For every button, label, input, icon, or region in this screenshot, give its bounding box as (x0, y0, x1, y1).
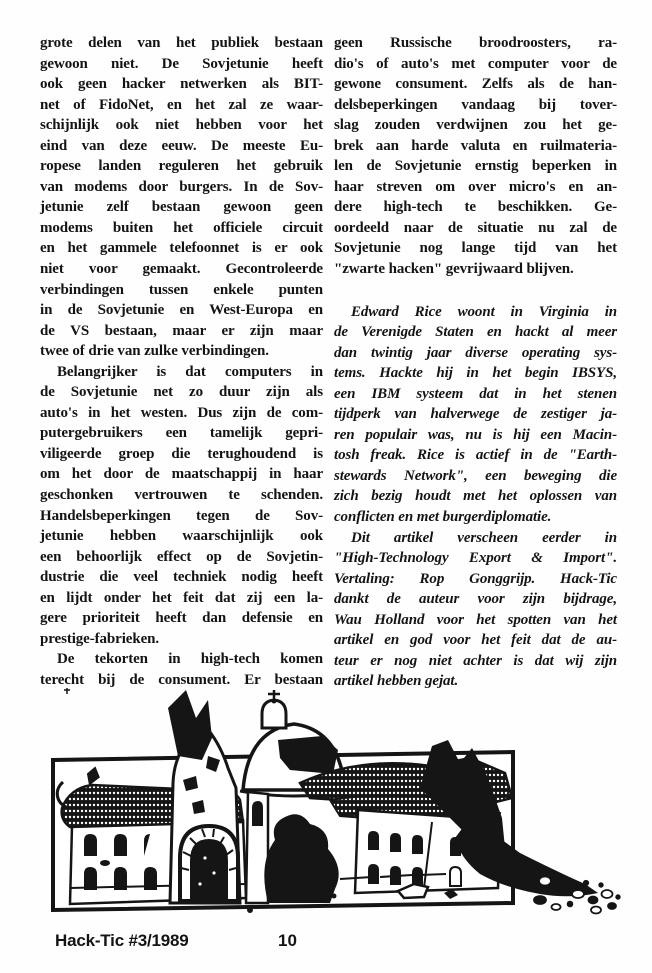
text-line: ropese landen reguleren het gebruik (40, 158, 323, 175)
text-line: "High-Technology Export & Import". (334, 550, 617, 567)
text-line: putergebruikers een tamelijk gepri- (40, 425, 323, 442)
text-line: gere prioriteit heeft dan defensie en (40, 610, 323, 627)
left-text-column (40, 33, 323, 691)
text-line: de Verenigde Staten en hackt al meer (334, 324, 617, 341)
text-line: en het gammele telefoonnet is er ook (40, 240, 323, 257)
paragraph (334, 33, 617, 280)
text-line: eind van deze eeuw. De meeste Eu- (40, 137, 323, 154)
text-line: gewoon niet. De Sovjetunie heeft (40, 55, 323, 72)
paragraph (40, 649, 323, 690)
text-line: teur er nog niet achter is dat wij zijn (334, 652, 617, 669)
text-line: haar streven om over micro's en an- (334, 178, 617, 195)
text-line: artikel en god voor het feit dat de au- (334, 632, 617, 649)
text-line: dio's of auto's met computer voor de (334, 55, 617, 72)
text-line: Wau Holland voor het spotten van het (334, 611, 617, 628)
text-line: brek aan harde valuta en ruilmateria- (334, 137, 617, 154)
text-line: dere high-tech te beschikken. Ge- (334, 199, 617, 216)
right-text-column (334, 33, 617, 692)
text-line: Edward Rice woont in Virginia in (351, 303, 617, 320)
text-line: een behoorlijk effect op de Sovjetin- (40, 548, 323, 565)
text-line: De tekorten in high-tech komen (57, 651, 323, 668)
text-line: modems buiten het officiele circuit (40, 219, 323, 236)
text-line: grote delen van het publiek bestaan (40, 35, 323, 51)
text-line: geschonken vertrouwen te schenden. (40, 487, 323, 504)
text-line: tems. Hackte hij in het begin IBSYS, (334, 365, 617, 382)
paragraph (40, 362, 323, 650)
text-line: net of FidoNet, en het zal ze waar- (40, 96, 323, 113)
text-line: auto's in het westen. Dus zijn de com- (40, 404, 323, 421)
paragraph (40, 33, 323, 362)
text-line: een IBM systeem dat in het stenen (334, 385, 617, 402)
paragraph (334, 302, 617, 528)
text-line: ook geen hacker netwerken als BIT- (40, 76, 323, 93)
ruined-building-illustration (0, 688, 652, 935)
text-line: schijnlijk ook niet hebben voor het (40, 117, 323, 134)
text-line: dankt de auteur voor zijn bijdrage, (334, 591, 617, 608)
text-line: Belangrijker is dat computers in (57, 363, 323, 380)
text-line: Vertaling: Rop Gonggrijp. Hack-Tic (334, 570, 617, 587)
text-line: twee of drie van zulke verbindingen. (40, 343, 269, 360)
text-line: zich bezig houdt met het oplossen van (334, 488, 617, 505)
text-line: "zwarte hacken" gevrijwaard blijven. (334, 261, 574, 278)
text-line: jetunie hebben waarschijnlijk ook (40, 528, 323, 545)
text-line: len de Sovjetunie ernstig beperken in (334, 158, 617, 175)
text-line: conflicten en met burgerdiplomatie. (334, 509, 552, 526)
text-line: van modems door burgers. In de Sov- (40, 178, 323, 195)
text-line: niet voor gemaakt. Gecontroleerde (40, 261, 323, 278)
text-line: artikel hebben gejat. (334, 673, 459, 690)
text-line: de VS bestaan, maar er zijn maar (40, 322, 323, 339)
text-line: gewone consument. Zelfs als de han- (334, 76, 617, 93)
text-line: tosh freak. Rice is actief in de "Earth- (334, 447, 617, 464)
text-line: om het door de maatschappij in haar (40, 466, 323, 483)
paragraph (334, 528, 617, 692)
text-line: Sovjetunie nog lange tijd van het (334, 240, 617, 257)
text-line: dustrie die veel techniek nodig heeft (40, 569, 323, 586)
text-line: verbindingen tussen enkele punten (40, 281, 323, 298)
text-line: dan twintig jaar diverse operating sys- (334, 344, 617, 361)
text-line: geen Russische broodroosters, ra- (334, 35, 617, 51)
text-line: oordeeld naar de situatie nu zal de (334, 219, 617, 236)
text-line: Dit artikel verscheen eerder in (351, 529, 617, 546)
text-line: en lijdt onder het feit dat zij een la- (40, 589, 323, 606)
footer-page-number: 10 (278, 931, 297, 950)
text-line: ren populair was, nu is hij een Macin- (334, 426, 617, 443)
text-line: terecht bij de consument. Er bestaan (40, 671, 323, 688)
footer-issue-label: Hack-Tic #3/1989 (55, 931, 189, 950)
text-line: de Sovjetunie net zo duur zijn als (40, 384, 323, 401)
text-line: delsbeperkingen vandaag bij tover- (334, 96, 617, 113)
text-line: Handelsbeperkingen tegen de Sov- (40, 507, 323, 524)
text-line: prestige-fabrieken. (40, 630, 160, 647)
text-line: slag zouden verdwijnen zou het ge- (334, 117, 617, 134)
text-line: jetunie zelf bestaan gewoon geen (40, 199, 323, 216)
text-line: in de Sovjetunie en West-Europa en (40, 302, 323, 319)
text-line: viligeerde groep die terughoudend is (40, 445, 323, 462)
text-line: tijdperk van halverwege de zestiger ja- (334, 406, 617, 423)
text-line: stewards Network", een beweging die (334, 467, 617, 484)
